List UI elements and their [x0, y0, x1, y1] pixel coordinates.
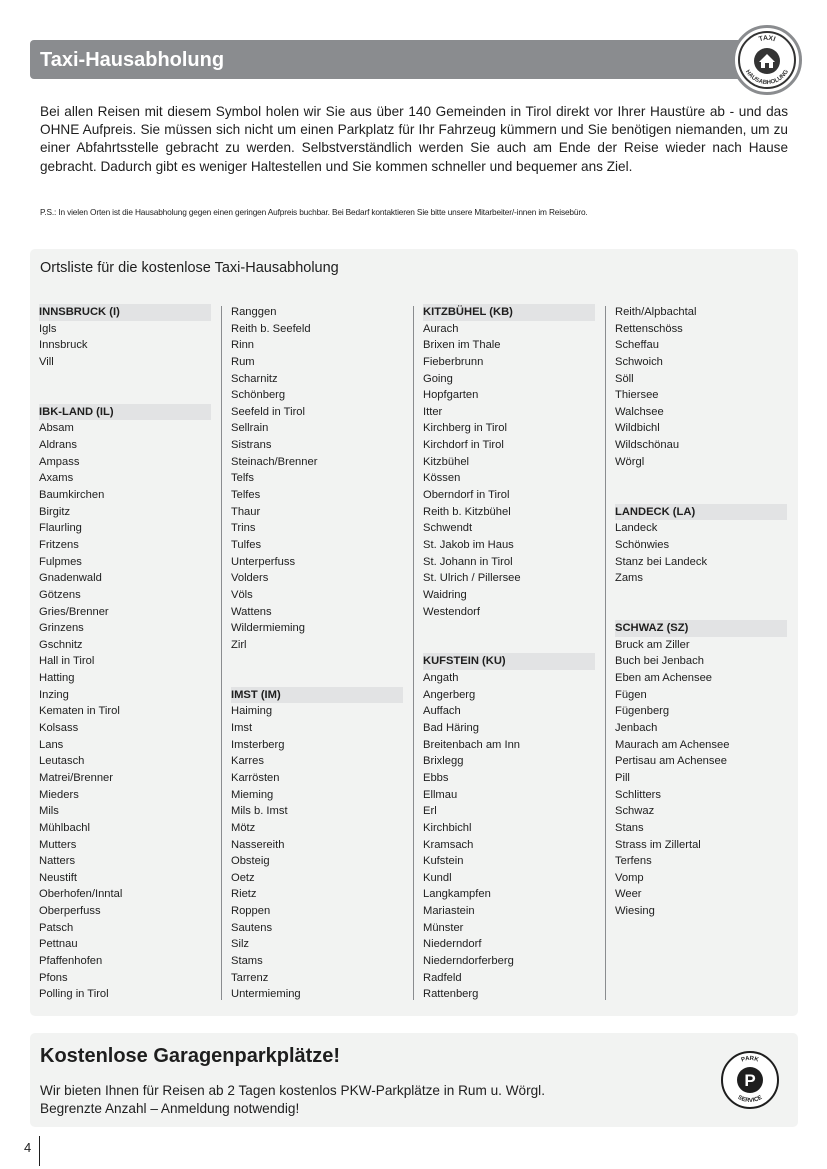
place-item: Vomp	[615, 871, 644, 884]
place-item: Patsch	[39, 921, 74, 934]
place-item: Stans	[615, 821, 644, 834]
place-item: Oberhofen/Inntal	[39, 888, 123, 901]
place-item: Aurach	[423, 322, 459, 335]
region-heading: KITZBÜHEL (KB)	[423, 304, 595, 321]
place-item: Gnadenwald	[39, 572, 102, 585]
place-item: Karres	[231, 755, 264, 768]
place-item: Götzens	[39, 588, 81, 601]
place-item: Rettenschöss	[615, 322, 683, 335]
place-item: Terfens	[615, 855, 652, 868]
place-item: Fulpmes	[39, 555, 82, 568]
place-item: Innsbruck	[39, 339, 88, 352]
park-badge-top: PARK	[740, 1055, 760, 1064]
column-divider	[605, 306, 606, 1000]
place-list-title: Ortsliste für die kostenlose Taxi-Hausabholung	[40, 260, 339, 276]
region-heading: IMST (IM)	[231, 687, 403, 704]
place-item: Nassereith	[231, 838, 285, 851]
place-item: Sellrain	[231, 422, 269, 435]
list-spacer	[615, 470, 787, 487]
place-item: Schwendt	[423, 522, 473, 535]
place-item: Wildermieming	[231, 622, 305, 635]
place-item: Kramsach	[423, 838, 474, 851]
place-column-1	[39, 304, 211, 1003]
place-item: Oberperfuss	[39, 905, 101, 918]
place-item: Schlitters	[615, 788, 662, 801]
place-item: Tulfes	[231, 538, 262, 551]
place-item: Pfaffenhofen	[39, 954, 103, 967]
parking-line-1: Wir bieten Ihnen für Reisen ab 2 Tagen kostenlos PKW-Parkplätze in Rum u. Wörgl.	[40, 1083, 545, 1098]
page-number-rule	[39, 1136, 40, 1166]
place-item: Mötz	[231, 821, 256, 834]
place-item: Auffach	[423, 705, 461, 718]
taxi-hausabholung-badge	[732, 25, 802, 95]
place-item: Kössen	[423, 472, 461, 485]
place-item: Jenbach	[615, 722, 658, 735]
place-item: Pfons	[39, 971, 68, 984]
place-item: Igls	[39, 322, 57, 335]
place-item: Gschnitz	[39, 638, 83, 651]
place-item: Brixlegg	[423, 755, 464, 768]
place-item: Bruck am Ziller	[615, 638, 690, 651]
park-badge-bottom: SERVICE	[736, 1094, 764, 1105]
place-item: Silz	[231, 938, 250, 951]
place-item: Mieming	[231, 788, 274, 801]
place-item: St. Johann in Tirol	[423, 555, 513, 568]
place-item: Tarrenz	[231, 971, 269, 984]
place-item: Kufstein	[423, 855, 464, 868]
column-divider	[221, 306, 222, 1000]
place-item: Wildschönau	[615, 439, 680, 452]
place-item: Scheffau	[615, 339, 659, 352]
list-spacer	[39, 387, 211, 404]
place-item: Thiersee	[615, 389, 659, 402]
place-item: Wiesing	[615, 905, 655, 918]
place-item: Birgitz	[39, 505, 71, 518]
region-heading: KUFSTEIN (KU)	[423, 653, 595, 670]
place-item: Walchsee	[615, 405, 664, 418]
place-item: Gries/Brenner	[39, 605, 109, 618]
place-column-3	[423, 304, 595, 1003]
place-item: Hopfgarten	[423, 389, 479, 402]
place-item: Schwaz	[615, 805, 655, 818]
place-item: Sistrans	[231, 439, 272, 452]
place-item: Mariastein	[423, 905, 475, 918]
place-item: Hall in Tirol	[39, 655, 95, 668]
place-item: Untermieming	[231, 988, 301, 1001]
place-item: Reith b. Kitzbühel	[423, 505, 511, 518]
place-item: Rietz	[231, 888, 257, 901]
place-item: Aldrans	[39, 439, 77, 452]
list-spacer	[423, 637, 595, 654]
place-item: Vill	[39, 355, 54, 368]
place-item: Radfeld	[423, 971, 462, 984]
place-item: Axams	[39, 472, 74, 485]
ps-note: P.S.: In vielen Orten ist die Hausabholung gegen einen geringen Aufpreis buchbar. Bei Bedarf kontaktieren Sie bitte unsere Mitarbeiter/-innen im Reisebüro.	[40, 207, 588, 217]
place-item: Völs	[231, 588, 253, 601]
place-item: Kirchdorf in Tirol	[423, 439, 504, 452]
place-item: Absam	[39, 422, 74, 435]
place-item: Rinn	[231, 339, 255, 352]
place-item: Kitzbühel	[423, 455, 470, 468]
place-column-4	[615, 304, 787, 920]
place-item: St. Ulrich / Pillersee	[423, 572, 521, 585]
svg-text:TAXI	[758, 35, 776, 43]
place-item: Mils b. Imst	[231, 805, 288, 818]
place-item: Kirchbichl	[423, 821, 472, 834]
place-item: St. Jakob im Haus	[423, 538, 514, 551]
region-heading: IBK-LAND (IL)	[39, 404, 211, 421]
list-spacer	[231, 653, 403, 670]
place-item: Kirchberg in Tirol	[423, 422, 507, 435]
place-item: Steinach/Brenner	[231, 455, 318, 468]
place-item: Kolsass	[39, 722, 79, 735]
house-icon	[735, 28, 799, 92]
place-item: Buch bei Jenbach	[615, 655, 704, 668]
page-number: 4	[24, 1140, 32, 1155]
place-item: Maurach am Achensee	[615, 738, 730, 751]
place-item: Baumkirchen	[39, 489, 105, 502]
place-item: Imst	[231, 722, 253, 735]
place-item: Imsterberg	[231, 738, 285, 751]
place-item: Angath	[423, 672, 459, 685]
place-item: Schwoich	[615, 355, 663, 368]
place-item: Unterperfuss	[231, 555, 296, 568]
park-badge-letter: P	[744, 1071, 756, 1090]
place-item: Niederndorferberg	[423, 954, 514, 967]
region-heading: LANDECK (LA)	[615, 504, 787, 521]
badge-top-text: TAXI	[758, 34, 777, 44]
place-item: Matrei/Brenner	[39, 771, 113, 784]
place-item: Stams	[231, 954, 263, 967]
place-item: Stanz bei Landeck	[615, 555, 708, 568]
place-item: Trins	[231, 522, 256, 535]
place-item: Pertisau am Achensee	[615, 755, 727, 768]
place-item: Angerberg	[423, 688, 476, 701]
place-item: Itter	[423, 405, 443, 418]
place-item: Thaur	[231, 505, 261, 518]
place-item: Reith b. Seefeld	[231, 322, 311, 335]
parking-title: Kostenlose Garagenparkplätze!	[40, 1045, 341, 1067]
place-item: Fügen	[615, 688, 647, 701]
place-item: Wörgl	[615, 455, 645, 468]
place-item: Lans	[39, 738, 64, 751]
place-item: Neustift	[39, 871, 77, 884]
place-item: Haiming	[231, 705, 273, 718]
place-item: Münster	[423, 921, 464, 934]
list-spacer	[423, 620, 595, 637]
place-item: Mühlbachl	[39, 821, 90, 834]
parking-line-2: Begrenzte Anzahl – Anmeldung notwendig!	[40, 1101, 300, 1116]
place-item: Zams	[615, 572, 643, 585]
place-item: Westendorf	[423, 605, 481, 618]
place-item: Zirl	[231, 638, 247, 651]
park-service-badge	[720, 1050, 780, 1110]
region-heading: SCHWAZ (SZ)	[615, 620, 787, 637]
place-item: Brixen im Thale	[423, 339, 501, 352]
place-item: Ebbs	[423, 771, 449, 784]
place-item: Roppen	[231, 905, 271, 918]
parking-text	[40, 1082, 680, 1118]
place-item: Pill	[615, 771, 630, 784]
place-item: Polling in Tirol	[39, 988, 109, 1001]
intro-text: Bei allen Reisen mit diesem Symbol holen wir Sie aus über 140 Gemeinden in Tirol direkt vor Ihrer Haustüre ab - und das OHNE Aufpreis. Sie müssen sich nicht um einen Parkplatz für Ihr Fahrzeug kümmern und Sie benötigen niemanden, um zu einer Abfahrtsstelle gebracht zu werden. Selbstverständlich werden Sie auch am Ende der Reise wieder nach Hause gebracht. Dadurch gibt es weniger Haltestellen und Sie kommen schneller und bequemer ans Ziel.	[40, 104, 788, 174]
place-item: Hatting	[39, 672, 75, 685]
place-item: Flaurling	[39, 522, 82, 535]
place-item: Eben am Achensee	[615, 672, 713, 685]
place-item: Reith/Alpbachtal	[615, 306, 697, 318]
place-item: Mutters	[39, 838, 77, 851]
place-item: Bad Häring	[423, 722, 479, 735]
place-item: Rum	[231, 355, 255, 368]
place-item: Mils	[39, 805, 59, 818]
column-divider	[413, 306, 414, 1000]
list-spacer	[39, 371, 211, 388]
place-item: Wattens	[231, 605, 272, 618]
place-item: Schönwies	[615, 538, 670, 551]
place-item: Fügenberg	[615, 705, 670, 718]
list-spacer	[615, 604, 787, 621]
place-item: Fieberbrunn	[423, 355, 484, 368]
place-item: Schönberg	[231, 389, 286, 402]
place-item: Inzing	[39, 688, 69, 701]
place-item: Ellmau	[423, 788, 458, 801]
place-item: Volders	[231, 572, 269, 585]
place-item: Natters	[39, 855, 76, 868]
place-item: Ranggen	[231, 306, 277, 318]
place-item: Waidring	[423, 588, 467, 601]
place-item: Scharnitz	[231, 372, 278, 385]
place-item: Wildbichl	[615, 422, 660, 435]
region-heading: INNSBRUCK (I)	[39, 304, 211, 321]
place-item: Obsteig	[231, 855, 270, 868]
place-item: Seefeld in Tirol	[231, 405, 306, 418]
place-item: Fritzens	[39, 538, 79, 551]
place-item: Telfes	[231, 489, 261, 502]
place-item: Oberndorf in Tirol	[423, 489, 510, 502]
place-item: Pettnau	[39, 938, 78, 951]
place-item: Söll	[615, 372, 634, 385]
place-item: Leutasch	[39, 755, 85, 768]
page-title: Taxi-Hausabholung	[40, 49, 225, 71]
place-item: Oetz	[231, 871, 255, 884]
place-item: Kundl	[423, 871, 452, 884]
place-item: Going	[423, 372, 453, 385]
place-item: Grinzens	[39, 622, 84, 635]
place-item: Kematen in Tirol	[39, 705, 120, 718]
badge-bottom-text: HAUSABHOLUNG	[743, 69, 791, 87]
place-item: Erl	[423, 805, 437, 818]
place-item: Niederndorf	[423, 938, 482, 951]
place-item: Karrösten	[231, 771, 280, 784]
place-item: Rattenberg	[423, 988, 479, 1001]
place-item: Sautens	[231, 921, 273, 934]
place-item: Landeck	[615, 522, 658, 535]
place-item: Telfs	[231, 472, 255, 485]
place-item: Strass im Zillertal	[615, 838, 701, 851]
place-item: Breitenbach am Inn	[423, 738, 521, 751]
place-column-2	[231, 304, 403, 1003]
list-spacer	[615, 487, 787, 504]
list-spacer	[231, 670, 403, 687]
place-item: Langkampfen	[423, 888, 491, 901]
place-item: Ampass	[39, 455, 80, 468]
place-item: Mieders	[39, 788, 79, 801]
list-spacer	[615, 587, 787, 604]
place-item: Weer	[615, 888, 642, 901]
